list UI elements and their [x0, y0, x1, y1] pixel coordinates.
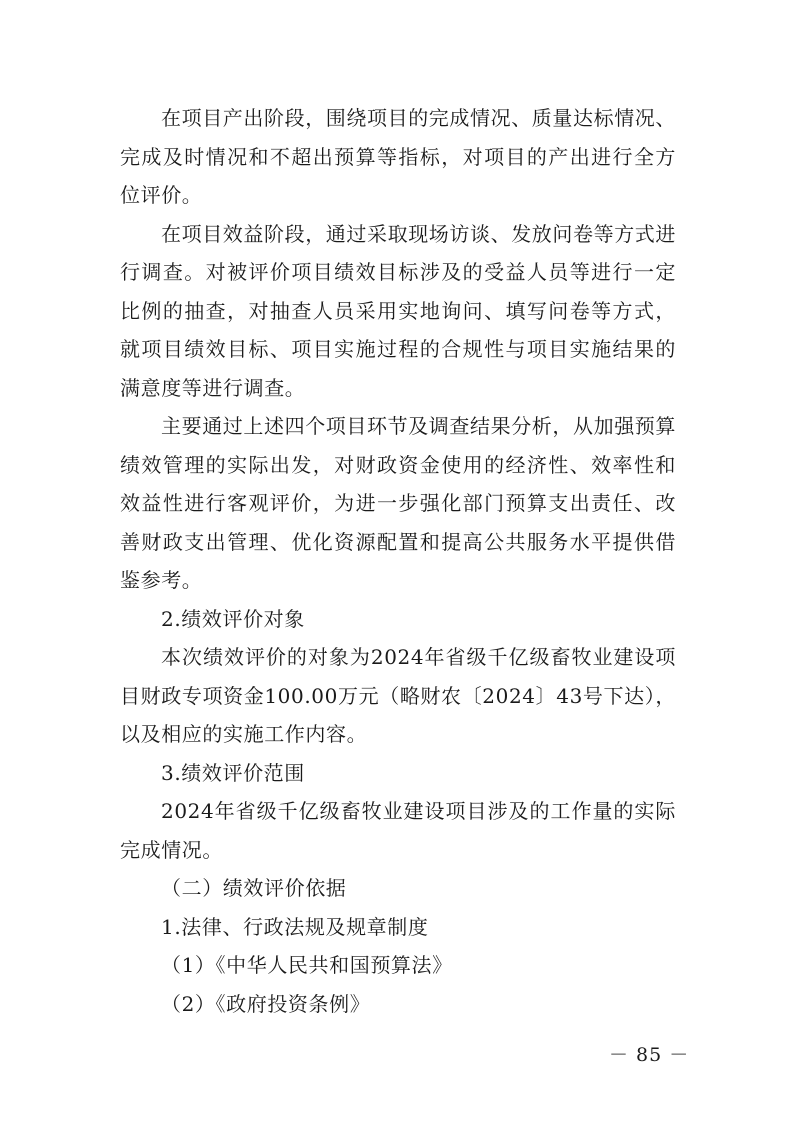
- heading-evaluation-object: 2.绩效评价对象: [161, 606, 305, 631]
- heading-evaluation-basis: （二）绩效评价依据: [161, 876, 347, 900]
- list-item-investment-regulation: （2）《政府投资条例》: [161, 991, 371, 1016]
- page-number: － 85 －: [609, 1044, 690, 1066]
- document-body: [120, 99, 676, 1023]
- paragraph-benefit-stage: 在项目效益阶段，通过采取现场访谈、发放问卷等方式进行调查。对被评价项目绩效目标涉及的受益人员等进行一定比例的抽查，对抽查人员采用实地询问、填写问卷等方式，就项目绩效目标、项目实施过程的合规性与项目实施结果的满意度等进行调查。: [120, 221, 676, 400]
- paragraph-evaluation-object: 本次绩效评价的对象为2024年省级千亿级畜牧业建设项目财政专项资金100.00万元（略财农〔2024〕43号下达），以及相应的实施工作内容。: [120, 645, 676, 746]
- paragraph-evaluation-scope: 2024年省级千亿级畜牧业建设项目涉及的工作量的实际完成情况。: [120, 799, 676, 862]
- heading-laws-regulations: 1.法律、行政法规及规章制度: [161, 914, 429, 939]
- paragraph-output-stage: 在项目产出阶段，围绕项目的完成情况、质量达标情况、完成及时情况和不超出预算等指标，对项目的产出进行全方位评价。: [120, 106, 676, 207]
- list-item-budget-law: （1）《中华人民共和国预算法》: [161, 953, 453, 977]
- heading-evaluation-scope: 3.绩效评价范围: [161, 760, 305, 785]
- paragraph-analysis-summary: 主要通过上述四个项目环节及调查结果分析，从加强预算绩效管理的实际出发，对财政资金使用的经济性、效率性和效益性进行客观评价，为进一步强化部门预算支出责任、改善财政支出管理、优化资源配置和提高公共服务水平提供借鉴参考。: [120, 414, 676, 592]
